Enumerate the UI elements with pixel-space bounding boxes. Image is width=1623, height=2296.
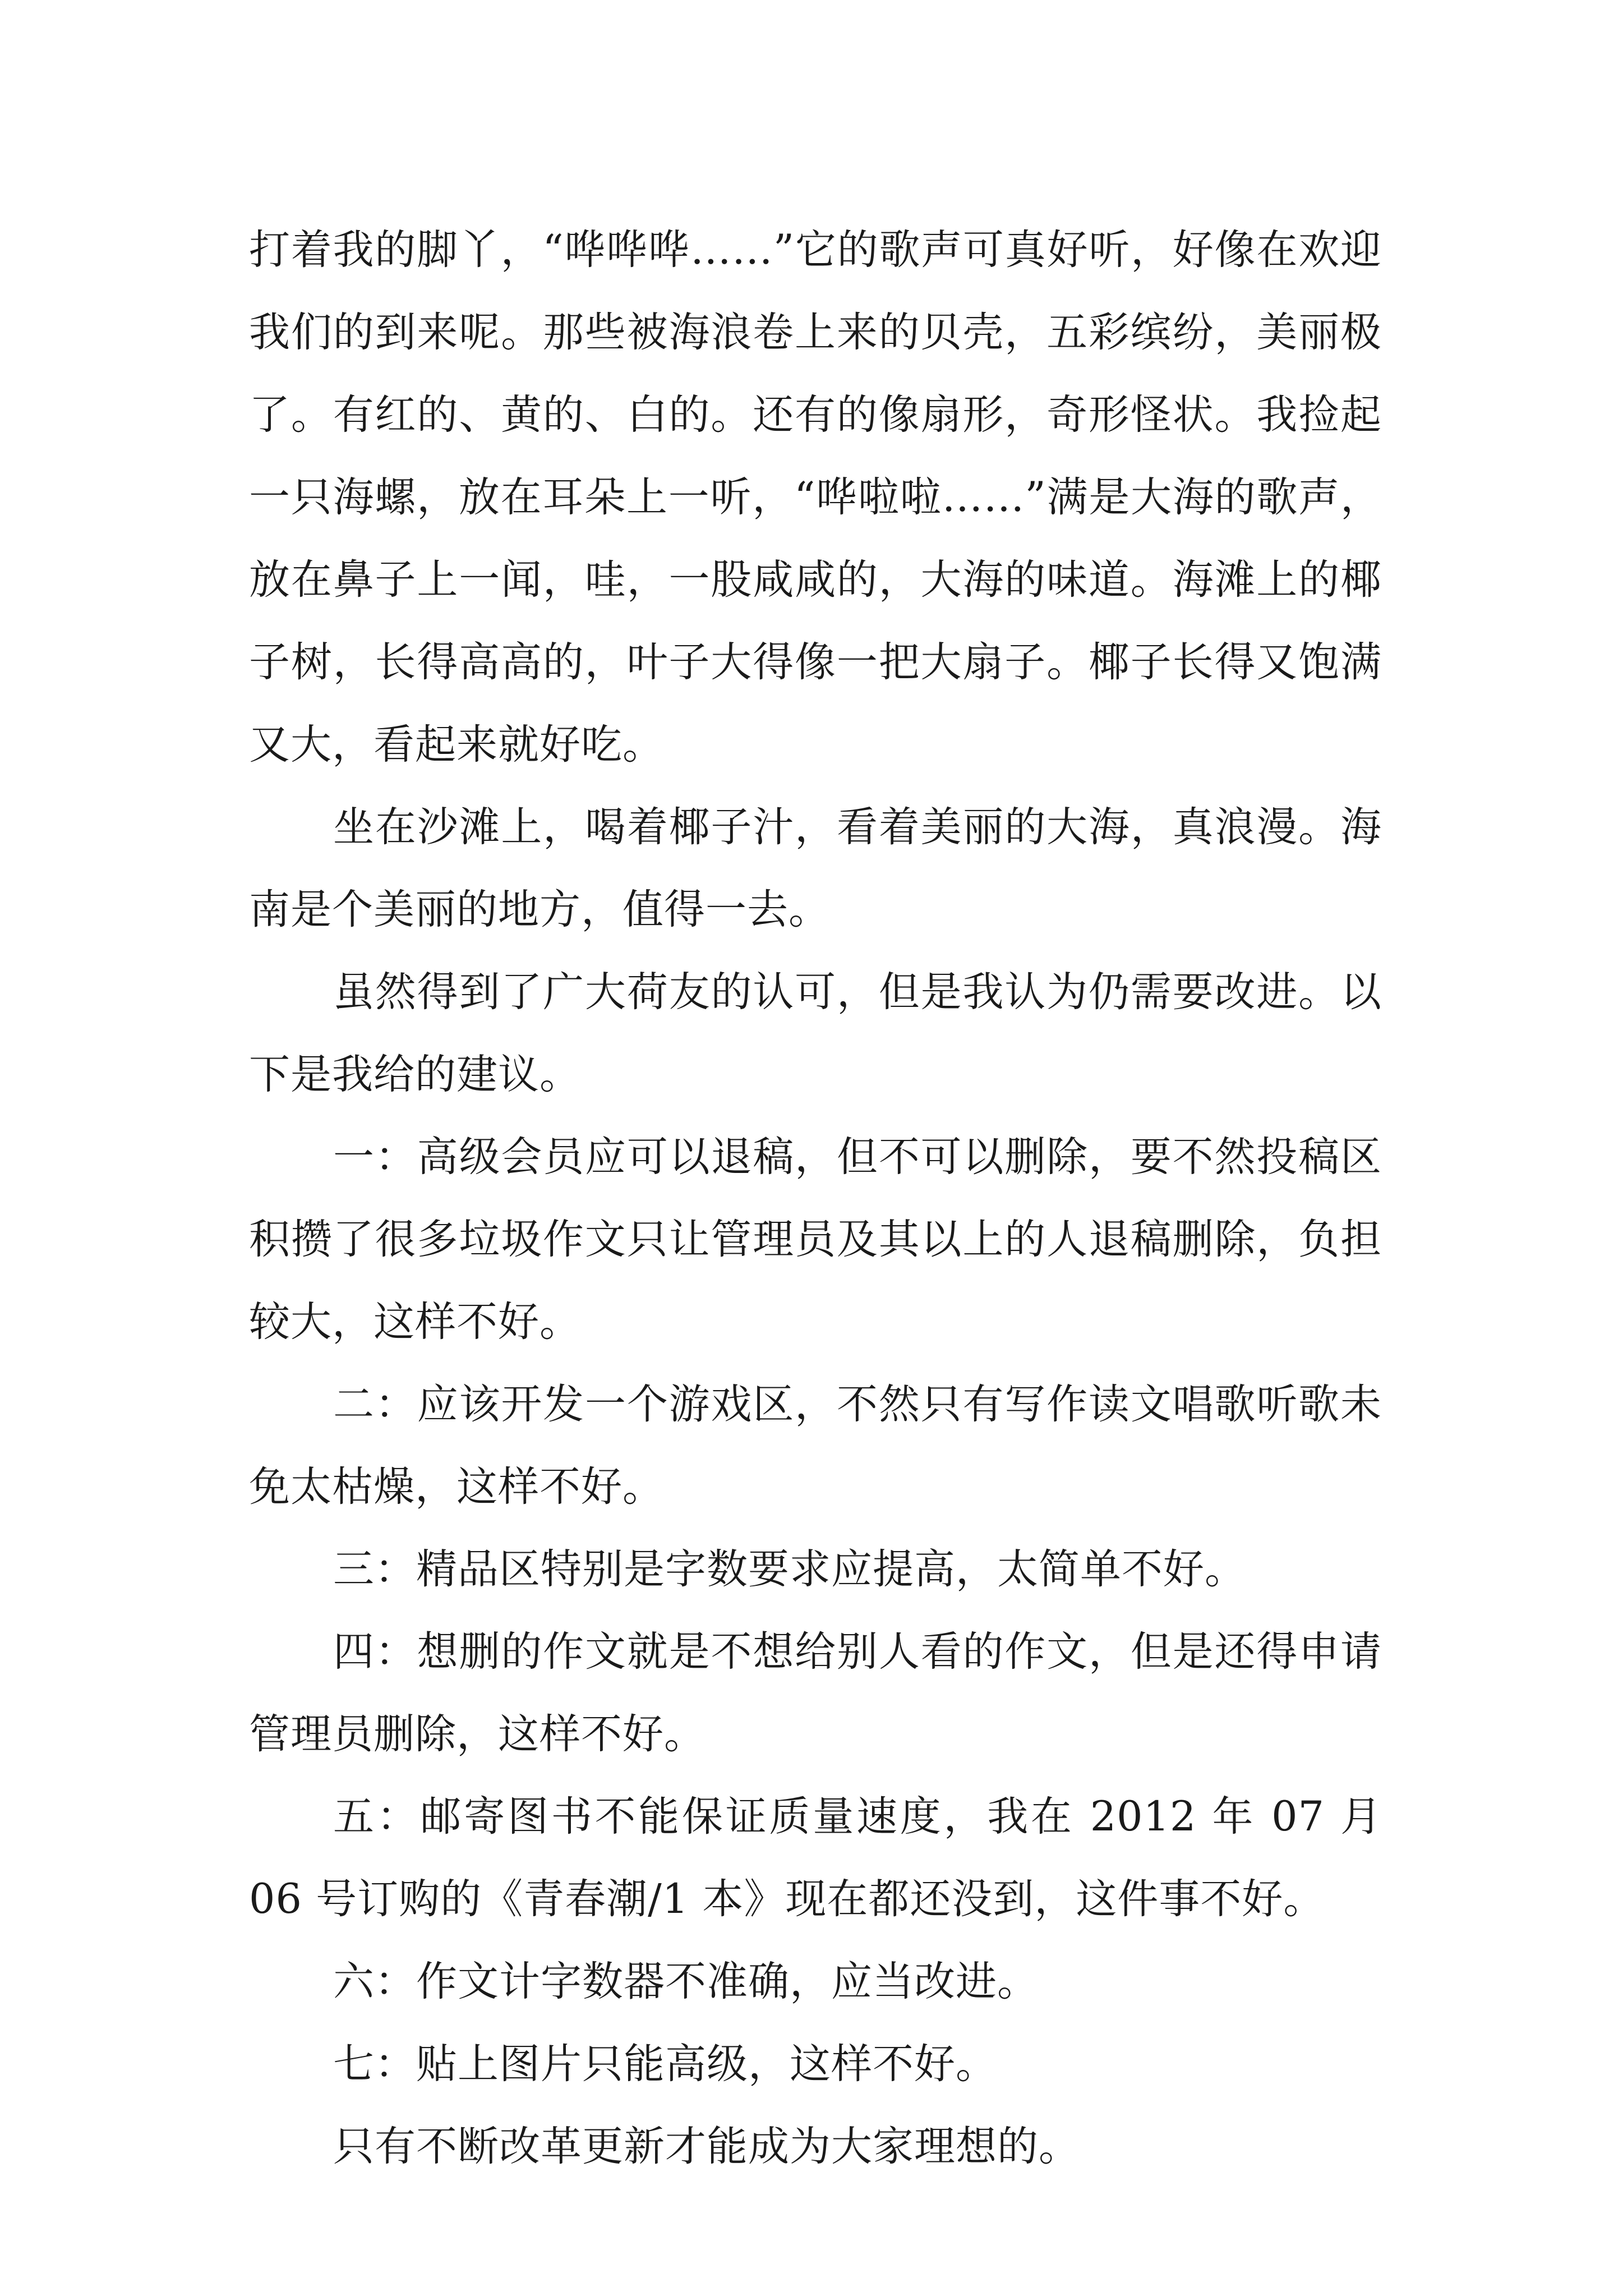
suggestion-7: 七：贴上图片只能高级，这样不好。 xyxy=(333,2040,997,2088)
suggestion-5: 五：邮寄图书不能保证质量速度，我在 2012 年 07 月 06 号订购的《青春潮/1 本》现在都还没到，这件事不好。 xyxy=(249,1793,1382,1923)
paragraph-beach: 坐在沙滩上，喝着椰子汁，看着美丽的大海，真浪漫。海南是个美丽的地方，值得一去。 xyxy=(249,803,1382,933)
suggestion-2: 二：应该开发一个游戏区，不然只有写作读文唱歌听歌未免太枯燥，这样不好。 xyxy=(249,1381,1382,1511)
paragraph-suggestions-intro: 虽然得到了广大荷友的认可，但是我认为仍需要改进。以下是我给的建议。 xyxy=(249,968,1382,1098)
suggestion-1: 一：高级会员应可以退稿，但不可以删除，要不然投稿区积攒了很多垃圾作文只让管理员及其以上的人退稿删除，负担较大，这样不好。 xyxy=(249,1133,1382,1346)
suggestion-4: 四：想删的作文就是不想给别人看的作文，但是还得申请管理员删除，这样不好。 xyxy=(249,1628,1382,1758)
paragraph-conclusion: 只有不断改革更新才能成为大家理想的。 xyxy=(333,2123,1080,2170)
paragraph-continuation: 打着我的脚丫，“哗哗哗……”它的歌声可真好听，好像在欢迎我们的到来呢。那些被海浪卷上来的贝壳，五彩缤纷，美丽极了。有红的、黄的、白的。还有的像扇形，奇形怪状。我捡起一只海螺，放在耳朵上一听，“哗啦啦……”满是大海的歌声，放在鼻子上一闻，哇，一股咸咸的，大海的味道。海滩上的椰子树，长得高高的，叶子大得像一把大扇子。椰子长得又饱满又大，看起来就好吃。 xyxy=(249,226,1382,769)
suggestion-6: 六：作文计字数器不准确，应当改进。 xyxy=(333,1958,1039,2005)
suggestion-3: 三：精品区特别是字数要求应提高，太简单不好。 xyxy=(333,1545,1246,1593)
document-body xyxy=(249,209,1382,2188)
